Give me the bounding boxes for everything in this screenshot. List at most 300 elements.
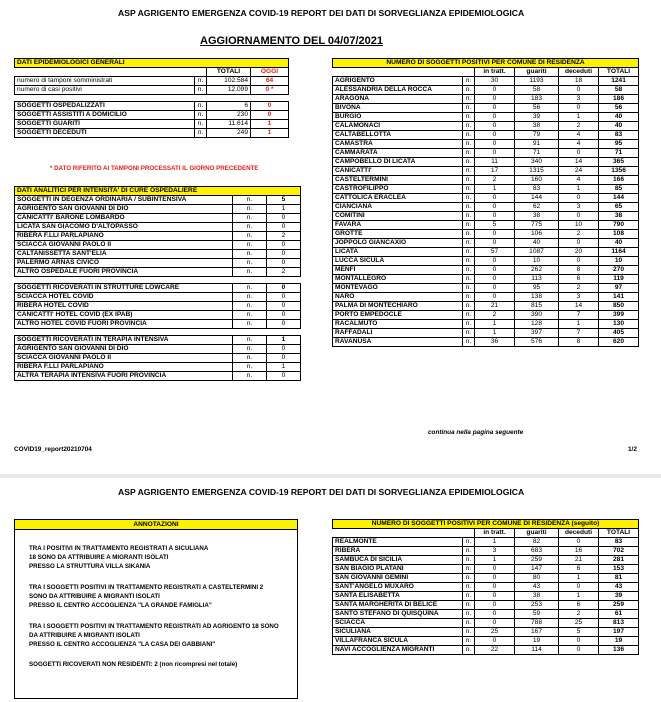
- in-tratt-value: 1: [475, 556, 515, 565]
- row-oggi: 1: [251, 120, 289, 129]
- row-n: n.: [233, 345, 267, 354]
- deceduti-value: 14: [559, 302, 599, 311]
- deceduti-value: 2: [559, 122, 599, 131]
- deceduti-value: 0: [559, 239, 599, 248]
- comune-name: REALMONTE: [333, 538, 463, 547]
- row-n: n.: [463, 257, 475, 266]
- row-n: n.: [463, 185, 475, 194]
- comune-row: [333, 77, 639, 86]
- annotation-3-line-1: TRA I SOGGETTI POSITIVI IN TRATTAMENTO REGISTRATI AD AGRIGENTO 18 SONO: [29, 623, 279, 630]
- totali-value: 259: [599, 601, 639, 610]
- row-n: n.: [233, 372, 267, 381]
- totali-value: 40: [599, 122, 639, 131]
- row-n: n.: [463, 637, 475, 646]
- in-tratt-value: 0: [475, 212, 515, 221]
- row-totali: 6: [207, 102, 251, 111]
- row-n: n.: [463, 167, 475, 176]
- in-tratt-value: 0: [475, 86, 515, 95]
- deceduti-value: 1: [559, 574, 599, 583]
- group-label: SOGGETTI RICOVERATI IN STRUTTURE LOWCARE: [15, 284, 233, 293]
- comune-name: CAMMARATA: [333, 149, 463, 158]
- comune-row: [333, 320, 639, 329]
- row-n: n.: [463, 275, 475, 284]
- comune-row: [333, 167, 639, 176]
- row-n: n.: [195, 120, 207, 129]
- guariti-value: 79: [515, 131, 559, 140]
- footer-filename: COVID19_report20210704: [14, 446, 92, 453]
- guariti-value: 147: [515, 565, 559, 574]
- in-tratt-value: 0: [475, 293, 515, 302]
- comune-name: ARAGONA: [333, 95, 463, 104]
- annotation-4: SOGGETTI RICOVERATI NON RESIDENTI: 2 (non ricompresi nel totale): [29, 661, 238, 668]
- guariti-value: 775: [515, 221, 559, 230]
- row-value: 1: [267, 363, 301, 372]
- guariti-value: 114: [515, 646, 559, 655]
- in-tratt-value: 0: [475, 257, 515, 266]
- totali-value: 40: [599, 239, 639, 248]
- col-guariti: guariti: [515, 529, 559, 538]
- guariti-value: 788: [515, 619, 559, 628]
- row-n: n.: [463, 104, 475, 113]
- row-n: n.: [463, 601, 475, 610]
- col-oggi: OGGI: [251, 68, 289, 77]
- guariti-value: 71: [515, 149, 559, 158]
- row-n: n.: [463, 556, 475, 565]
- hospital-name: PALERMO ARNAS CIVICO: [15, 259, 233, 268]
- row-n: n.: [463, 77, 475, 86]
- guariti-value: 167: [515, 628, 559, 637]
- totali-value: 270: [599, 266, 639, 275]
- hospital-name: ALTRO OSPEDALE FUORI PROVINCIA: [15, 268, 233, 277]
- comune-row: [333, 329, 639, 338]
- totali-value: 130: [599, 320, 639, 329]
- guariti-value: 253: [515, 601, 559, 610]
- row-n: n.: [463, 547, 475, 556]
- page-divider: [0, 474, 661, 478]
- row-n: n.: [463, 140, 475, 149]
- row-oggi: 0: [251, 102, 289, 111]
- guariti-value: 38: [515, 592, 559, 601]
- row-value: 0: [267, 302, 301, 311]
- in-tratt-value: 3: [475, 547, 515, 556]
- group-n: n.: [233, 196, 267, 205]
- comune-row: [333, 122, 639, 131]
- intensity-row: [15, 320, 301, 329]
- totali-value: 399: [599, 311, 639, 320]
- in-tratt-value: 0: [475, 619, 515, 628]
- comune-name: SAN BIAGIO PLATANI: [333, 565, 463, 574]
- in-tratt-value: 0: [475, 574, 515, 583]
- row-n: n.: [463, 538, 475, 547]
- row-n: n.: [195, 129, 207, 138]
- intensity-row: [15, 232, 301, 241]
- annotation-2-line-1: TRA I SOGGETTI POSITIVI IN TRATTAMENTO REGISTRATI A CASTELTERMINI 2: [29, 584, 264, 591]
- guariti-value: 390: [515, 311, 559, 320]
- guariti-value: 38: [515, 122, 559, 131]
- guariti-value: 1193: [515, 77, 559, 86]
- guariti-value: 91: [515, 140, 559, 149]
- guariti-value: 38: [515, 212, 559, 221]
- row-n: n.: [463, 302, 475, 311]
- deceduti-value: 0: [559, 583, 599, 592]
- intensity-row: [15, 363, 301, 372]
- comune-name: SAN GIOVANNI GEMINI: [333, 574, 463, 583]
- in-tratt-value: 25: [475, 628, 515, 637]
- hospital-name: RIBERA F.LLI PARLAPIANO: [15, 363, 233, 372]
- comune-name: RIBERA: [333, 547, 463, 556]
- row-n: n.: [463, 194, 475, 203]
- row-n: n.: [233, 320, 267, 329]
- row-n: n.: [463, 248, 475, 257]
- guariti-value: 80: [515, 574, 559, 583]
- hospital-name: CANICATTI' HOTEL COVID (EX IPAB): [15, 311, 233, 320]
- deceduti-value: 0: [559, 538, 599, 547]
- row-n: n.: [463, 565, 475, 574]
- row-value: 0: [267, 214, 301, 223]
- deceduti-value: 8: [559, 338, 599, 347]
- comune-row: [333, 140, 639, 149]
- annotation-1-line-3: PRESSO LA STRUTTURA VILLA SIKANIA: [29, 563, 151, 570]
- deceduti-value: 10: [559, 221, 599, 230]
- comune-name: SCIACCA: [333, 619, 463, 628]
- intensity-row: [15, 293, 301, 302]
- totali-value: 1241: [599, 77, 639, 86]
- hospital-name: SCIACCA GIOVANNI PAOLO II: [15, 354, 233, 363]
- row-n: n.: [463, 592, 475, 601]
- row-n: n.: [233, 205, 267, 214]
- deceduti-value: 0: [559, 194, 599, 203]
- guariti-value: 1087: [515, 248, 559, 257]
- col-totali: TOTALI: [599, 68, 639, 77]
- guariti-value: 259: [515, 556, 559, 565]
- comune-name: SANT'ANGELO MUXARO: [333, 583, 463, 592]
- deceduti-value: 1: [559, 113, 599, 122]
- annotation-3-line-2: DA ATTRIBUIRE A MIGRANTI ISOLATI: [29, 632, 140, 639]
- in-tratt-value: 0: [475, 601, 515, 610]
- comune-name: SICULIANA: [333, 628, 463, 637]
- intensity-row: [15, 302, 301, 311]
- row-label: SOGGETTI DECEDUTI: [15, 129, 195, 138]
- deceduti-value: 8: [559, 266, 599, 275]
- row-n: n.: [463, 86, 475, 95]
- guariti-value: 340: [515, 158, 559, 167]
- row-value: 0: [267, 372, 301, 381]
- intensity-table: [14, 186, 301, 381]
- totali-value: 39: [599, 592, 639, 601]
- comune-row: [333, 628, 639, 637]
- in-tratt-value: 21: [475, 302, 515, 311]
- in-tratt-value: 1: [475, 538, 515, 547]
- row-value: 0: [267, 320, 301, 329]
- comune-name: MONTEVAGO: [333, 284, 463, 293]
- comune-row: [333, 565, 639, 574]
- comune-row: [333, 547, 639, 556]
- page1-header: ASP AGRIGENTO EMERGENZA COVID-19 REPORT DEI DATI DI SORVEGLIANZA EPIDEMIOLOGICA: [118, 8, 525, 18]
- deceduti-value: 5: [559, 628, 599, 637]
- totali-value: 38: [599, 212, 639, 221]
- comuni-title-p1: NUMERO DI SOGGETTI POSITIVI PER COMUNE DI RESIDENZA: [333, 59, 639, 68]
- totali-value: 405: [599, 329, 639, 338]
- deceduti-value: 3: [559, 293, 599, 302]
- row-n: n.: [233, 293, 267, 302]
- guariti-value: 138: [515, 293, 559, 302]
- comune-name: NARO: [333, 293, 463, 302]
- in-tratt-value: 0: [475, 266, 515, 275]
- guariti-value: 62: [515, 203, 559, 212]
- row-n: n.: [463, 212, 475, 221]
- comune-name: NAVI ACCOGLIENZA MIGRANTI: [333, 646, 463, 655]
- row-n: n.: [463, 338, 475, 347]
- row-n: n.: [195, 86, 207, 95]
- row-n: n.: [463, 122, 475, 131]
- hospital-name: CANICATTI' BARONE LOMBARDO: [15, 214, 233, 223]
- comune-row: [333, 583, 639, 592]
- comune-name: LICATA: [333, 248, 463, 257]
- in-tratt-value: 0: [475, 583, 515, 592]
- general-row: [15, 86, 289, 95]
- row-n: n.: [195, 77, 207, 86]
- deceduti-value: 7: [559, 329, 599, 338]
- deceduti-value: 1: [559, 320, 599, 329]
- general-row: [15, 120, 289, 129]
- in-tratt-value: 0: [475, 284, 515, 293]
- row-n: n.: [233, 354, 267, 363]
- comune-name: ALESSANDRIA DELLA ROCCA: [333, 86, 463, 95]
- totali-value: 56: [599, 104, 639, 113]
- deceduti-value: 2: [559, 610, 599, 619]
- row-totali: 249: [207, 129, 251, 138]
- hospital-name: CALTANISSETTA SANT'ELIA: [15, 250, 233, 259]
- in-tratt-value: 11: [475, 158, 515, 167]
- comune-row: [333, 338, 639, 347]
- guariti-value: 815: [515, 302, 559, 311]
- row-n: n.: [463, 610, 475, 619]
- deceduti-value: 6: [559, 565, 599, 574]
- hospital-name: RIBERA F.LLI PARLAPIANO: [15, 232, 233, 241]
- row-n: n.: [463, 203, 475, 212]
- in-tratt-value: 0: [475, 131, 515, 140]
- row-value: 0: [267, 345, 301, 354]
- comune-name: PALMA DI MONTECHIARO: [333, 302, 463, 311]
- annotation-1-line-1: TRA I POSITIVI IN TRATTAMENTO REGISTRATI A SICULIANA: [29, 545, 209, 552]
- guariti-value: 113: [515, 275, 559, 284]
- hospital-name: AGRIGENTO SAN GIOVANNI DI DIO: [15, 345, 233, 354]
- comune-name: COMITINI: [333, 212, 463, 221]
- row-label: numero di tamponi somministrati: [15, 77, 195, 86]
- deceduti-value: 18: [559, 77, 599, 86]
- comuni-title-p2: NUMERO DI SOGGETTI POSITIVI PER COMUNE DI RESIDENZA (seguito): [333, 520, 639, 529]
- intensity-row: [15, 372, 301, 381]
- guariti-value: 43: [515, 583, 559, 592]
- col-in-tratt: in tratt.: [475, 529, 515, 538]
- row-n: n.: [463, 583, 475, 592]
- deceduti-value: 4: [559, 140, 599, 149]
- intensity-group-head: [15, 336, 301, 345]
- deceduti-value: 0: [559, 104, 599, 113]
- totali-value: 153: [599, 565, 639, 574]
- comune-name: VILLAFRANCA SICULA: [333, 637, 463, 646]
- row-n: n.: [463, 284, 475, 293]
- row-label: SOGGETTI OSPEDALIZZATI: [15, 102, 195, 111]
- intensity-group-head: [15, 196, 301, 205]
- deceduti-value: 21: [559, 556, 599, 565]
- comune-row: [333, 230, 639, 239]
- row-n: n.: [463, 158, 475, 167]
- row-n: n.: [233, 223, 267, 232]
- comune-row: [333, 86, 639, 95]
- comune-name: RACALMUTO: [333, 320, 463, 329]
- totali-value: 83: [599, 131, 639, 140]
- deceduti-value: 0: [559, 212, 599, 221]
- group-label: SOGGETTI IN DEGENZA ORDINARIA / SUBINTENSIVA: [15, 196, 233, 205]
- hospital-name: ALTRA TERAPIA INTENSIVA FUORI PROVINCIA: [15, 372, 233, 381]
- in-tratt-value: 0: [475, 275, 515, 284]
- in-tratt-value: 1: [475, 185, 515, 194]
- comune-name: FAVARA: [333, 221, 463, 230]
- comune-name: SANTA MARGHERITA DI BELICE: [333, 601, 463, 610]
- comune-row: [333, 149, 639, 158]
- deceduti-value: 0: [559, 149, 599, 158]
- totali-value: 58: [599, 86, 639, 95]
- in-tratt-value: 2: [475, 311, 515, 320]
- comune-name: JOPPOLO GIANCAXIO: [333, 239, 463, 248]
- row-oggi: 1: [251, 129, 289, 138]
- totali-value: 186: [599, 95, 639, 104]
- totali-value: 61: [599, 610, 639, 619]
- comune-row: [333, 131, 639, 140]
- row-n: n.: [233, 241, 267, 250]
- general-row: [15, 111, 289, 120]
- in-tratt-value: 17: [475, 167, 515, 176]
- row-n: n.: [463, 628, 475, 637]
- totali-value: 65: [599, 203, 639, 212]
- group-value: 1: [267, 336, 301, 345]
- comune-row: [333, 185, 639, 194]
- annotation-3-line-3: PRESSO IL CENTRO ACCOGLIENZA "LA CASA DEI GABBIANI": [29, 641, 216, 648]
- guariti-value: 683: [515, 547, 559, 556]
- totali-value: 95: [599, 140, 639, 149]
- intensity-group-head: [15, 284, 301, 293]
- guariti-value: 183: [515, 95, 559, 104]
- row-n: n.: [233, 302, 267, 311]
- comune-row: [333, 601, 639, 610]
- deceduti-value: 16: [559, 547, 599, 556]
- row-totali: 230: [207, 111, 251, 120]
- guariti-value: 59: [515, 610, 559, 619]
- deceduti-value: 6: [559, 601, 599, 610]
- comune-name: BIVONA: [333, 104, 463, 113]
- comune-name: CIANCIANA: [333, 203, 463, 212]
- comune-name: RAFFADALI: [333, 329, 463, 338]
- in-tratt-value: 0: [475, 95, 515, 104]
- footer-page-number: 1/2: [628, 446, 637, 453]
- general-footnote: * DATO RIFERITO AI TAMPONI PROCESSATI IL GIORNO PRECEDENTE: [50, 165, 259, 172]
- row-n: n.: [233, 250, 267, 259]
- annotations-box: [14, 519, 298, 699]
- row-n: n.: [463, 149, 475, 158]
- comune-name: AGRIGENTO: [333, 77, 463, 86]
- col-deceduti: deceduti: [559, 529, 599, 538]
- comune-row: [333, 221, 639, 230]
- in-tratt-value: 22: [475, 646, 515, 655]
- totali-value: 43: [599, 583, 639, 592]
- row-totali: 102.584: [207, 77, 251, 86]
- deceduti-value: 4: [559, 176, 599, 185]
- comune-row: [333, 637, 639, 646]
- intensity-row: [15, 214, 301, 223]
- comune-row: [333, 239, 639, 248]
- comune-name: CANICATTI': [333, 167, 463, 176]
- row-value: 0: [267, 223, 301, 232]
- comune-name: PORTO EMPEDOCLE: [333, 311, 463, 320]
- deceduti-value: 4: [559, 131, 599, 140]
- comune-row: [333, 311, 639, 320]
- comune-row: [333, 248, 639, 257]
- comune-row: [333, 284, 639, 293]
- row-n: n.: [463, 329, 475, 338]
- in-tratt-value: 57: [475, 248, 515, 257]
- totali-value: 620: [599, 338, 639, 347]
- in-tratt-value: 5: [475, 221, 515, 230]
- deceduti-value: 7: [559, 311, 599, 320]
- row-n: n.: [233, 259, 267, 268]
- comune-name: SANTO STEFANO DI QUISQUINA: [333, 610, 463, 619]
- deceduti-value: 24: [559, 167, 599, 176]
- totali-value: 850: [599, 302, 639, 311]
- deceduti-value: 6: [559, 275, 599, 284]
- intensity-row: [15, 345, 301, 354]
- comune-row: [333, 592, 639, 601]
- row-n: n.: [463, 230, 475, 239]
- comune-row: [333, 95, 639, 104]
- in-tratt-value: 36: [475, 338, 515, 347]
- general-title: DATI EPIDEMIOLOGICI GENERALI: [15, 59, 289, 68]
- row-n: n.: [463, 619, 475, 628]
- comune-name: SAMBUCA DI SICILIA: [333, 556, 463, 565]
- deceduti-value: 20: [559, 248, 599, 257]
- annotation-1-line-2: 18 SONO DA ATTRIBUIRE A MIGRANTI ISOLATI: [29, 554, 169, 561]
- comune-row: [333, 610, 639, 619]
- group-value: 0: [267, 284, 301, 293]
- guariti-value: 262: [515, 266, 559, 275]
- in-tratt-value: 0: [475, 239, 515, 248]
- totali-value: 141: [599, 293, 639, 302]
- deceduti-value: 14: [559, 158, 599, 167]
- comune-name: MENFI: [333, 266, 463, 275]
- continued-note: continua nella pagina seguente: [428, 429, 524, 436]
- comune-name: CAMASTRA: [333, 140, 463, 149]
- row-n: n.: [233, 268, 267, 277]
- row-n: n.: [463, 311, 475, 320]
- intensity-row: [15, 241, 301, 250]
- totali-value: 1164: [599, 248, 639, 257]
- row-value: 0: [267, 354, 301, 363]
- intensity-row: [15, 268, 301, 277]
- row-value: 0: [267, 250, 301, 259]
- row-value: 0: [267, 293, 301, 302]
- row-n: n.: [463, 320, 475, 329]
- col-in-tratt: in tratt.: [475, 68, 515, 77]
- comune-name: CAMPOBELLO DI LICATA: [333, 158, 463, 167]
- col-totali: TOTALI: [599, 529, 639, 538]
- totali-value: 19: [599, 637, 639, 646]
- annotations-title: ANNOTAZIONI: [15, 520, 297, 530]
- comune-row: [333, 158, 639, 167]
- in-tratt-value: 0: [475, 122, 515, 131]
- totali-value: 281: [599, 556, 639, 565]
- comune-name: LUCCA SICULA: [333, 257, 463, 266]
- totali-value: 10: [599, 257, 639, 266]
